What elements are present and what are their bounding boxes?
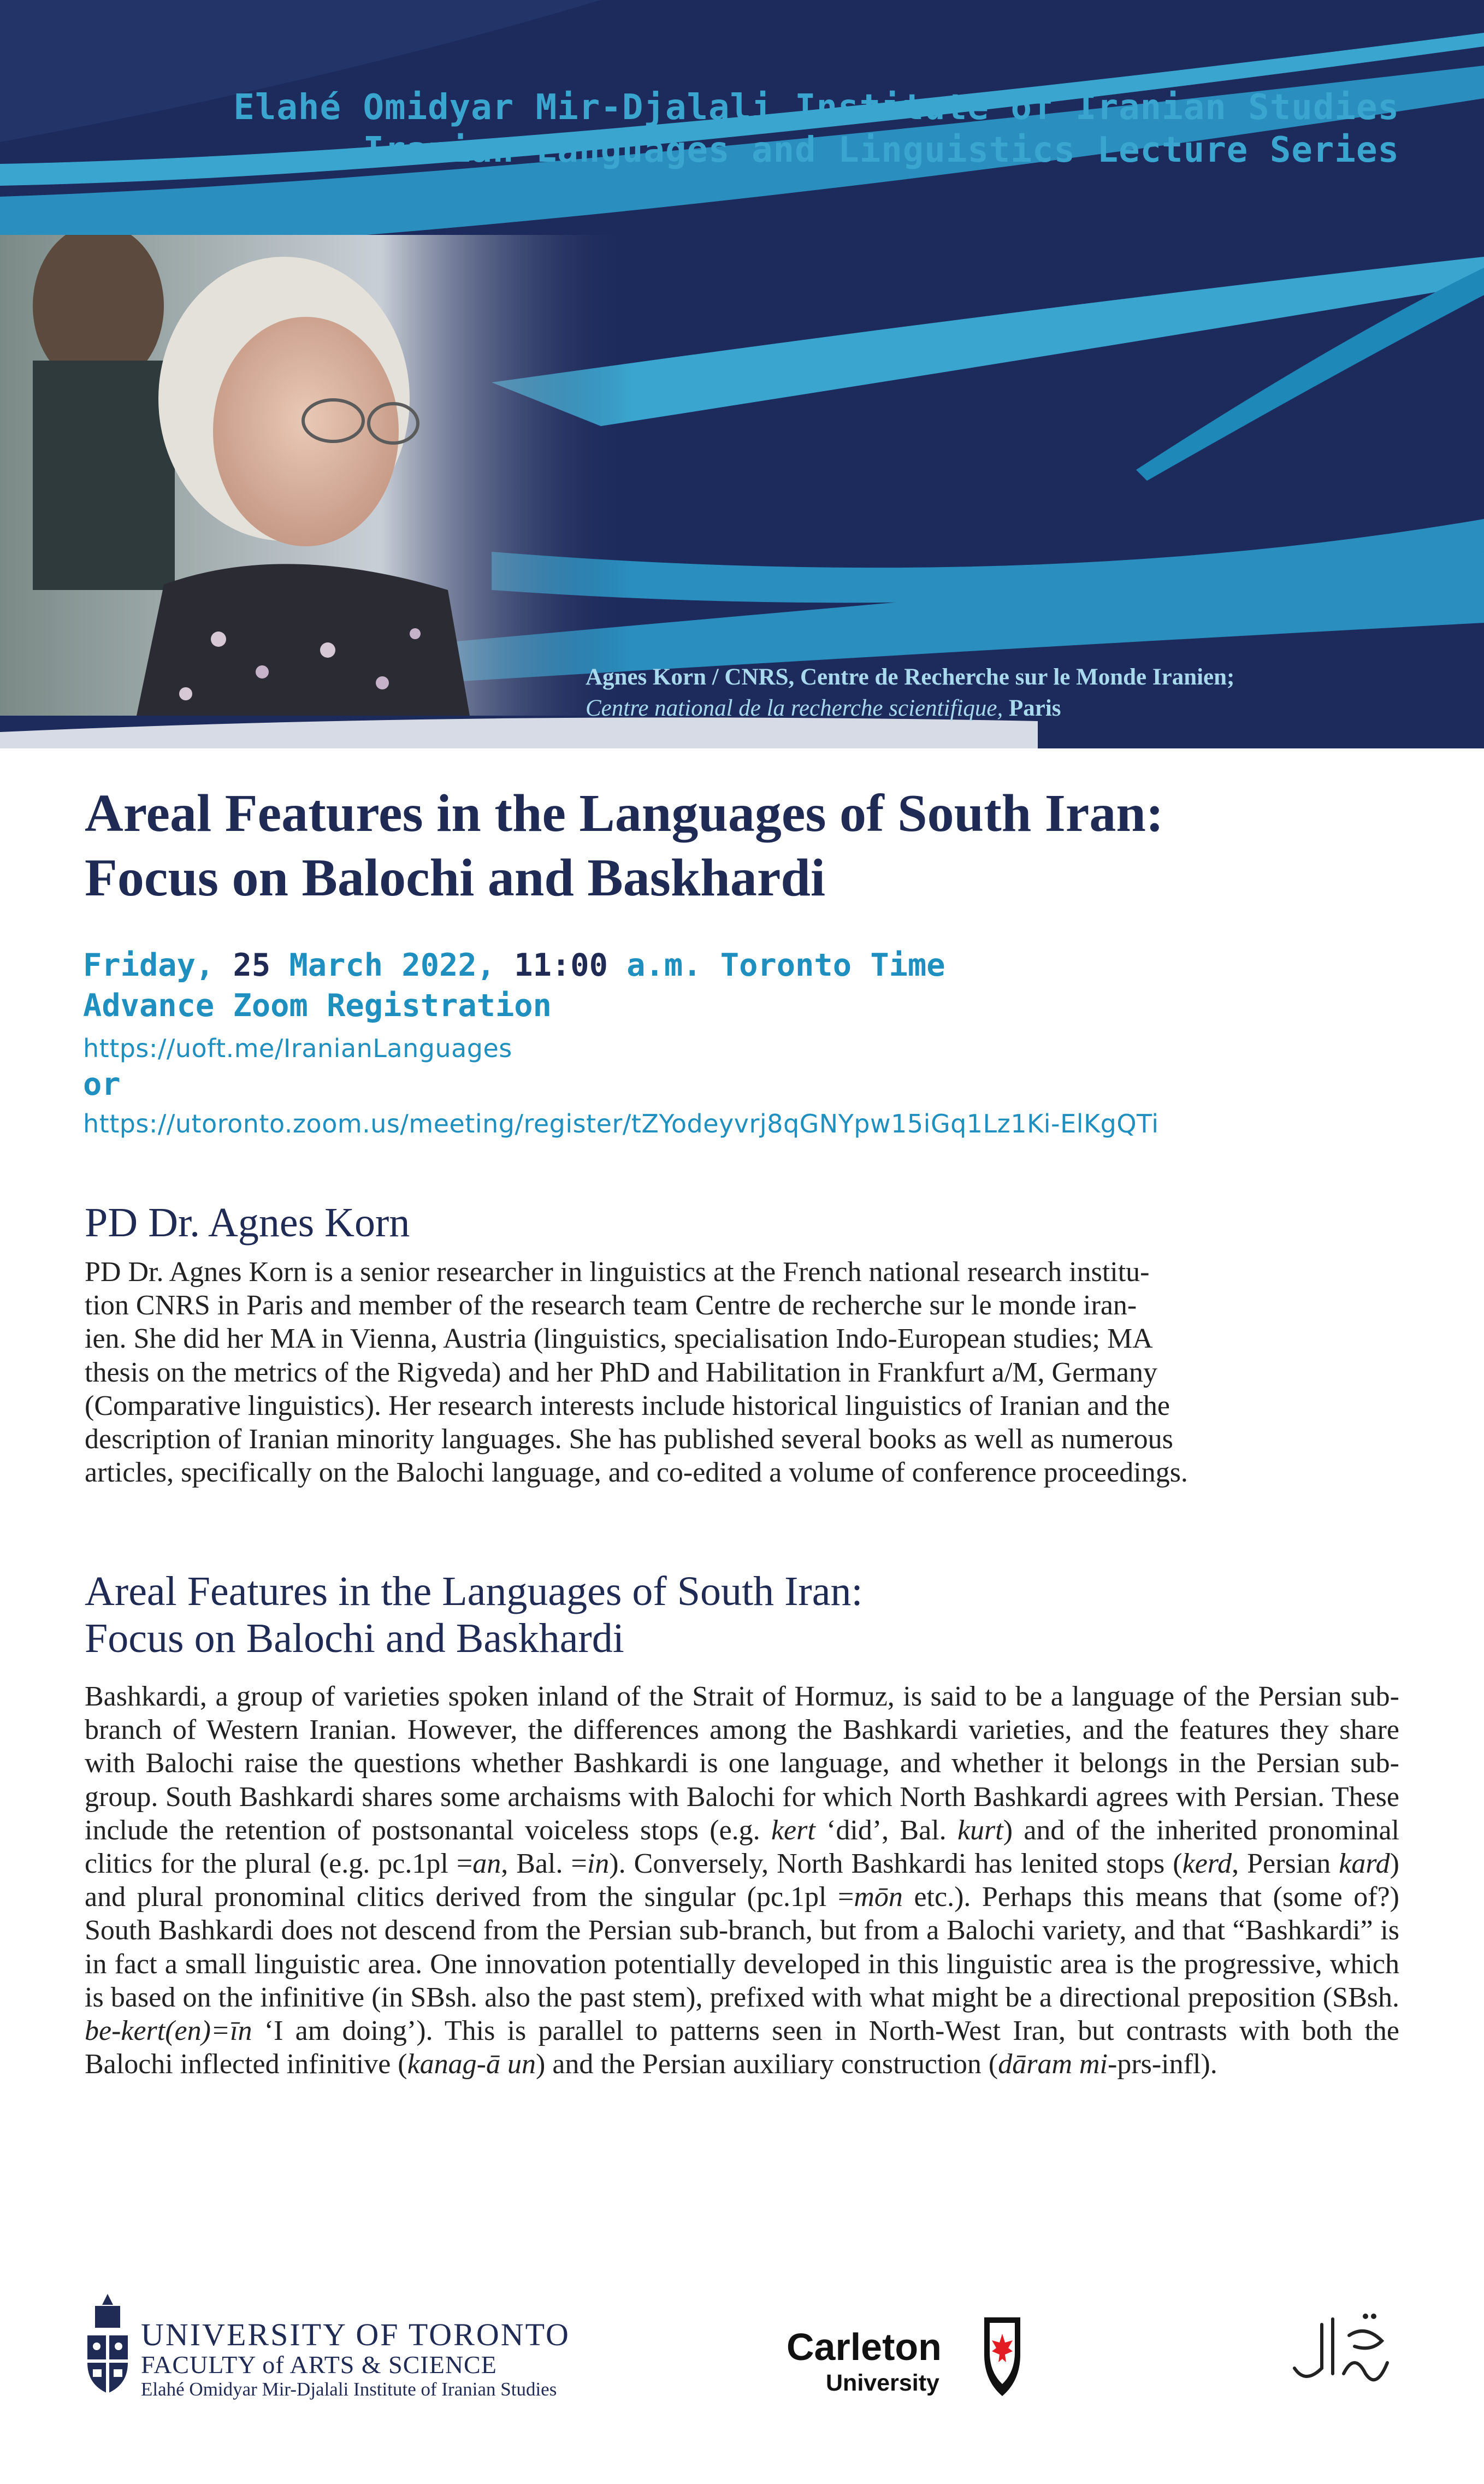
or-label: or (83, 1066, 121, 1102)
bio-line: description of Iranian minority languages. She has published several books as well as numerous (85, 1424, 1173, 1455)
bio-line: thesis on the metrics of the Rigveda) and her PhD and Habilitation in Frankfurt a/M, Germany (85, 1356, 1157, 1388)
lecture-title: Areal Features in the Languages of South Iran: Focus on Balochi and Baskhardi (85, 784, 1164, 907)
iranian-studies-logo (1289, 2303, 1398, 2401)
bio-line: (Comparative linguistics). Her research interests include historical linguistics of Iranian and the (85, 1390, 1170, 1421)
registration-link-short[interactable]: https://uoft.me/IranianLanguages (83, 1034, 512, 1063)
bio-line: articles, specifically on the Balochi language, and co-edited a volume of conference proceedings. (85, 1457, 1188, 1489)
series-name: Iranian Languages and Linguistics Lecture Series (363, 130, 1399, 170)
uoft-name: UNIVERSITY OF TORONTO (141, 2317, 570, 2352)
abstract-text: Bashkardi, a group of varieties spoken inland of the Strait of Hormuz, is said to be a language of the Persian sub-branch of Western Iranian. However, the differences among the Bashkardi varieties, and the features they share with Balochi raise the questions whether Bashkardi is one language, and whether it belongs in the Persian sub-group. South Bashkardi shares some archaisms with Balochi for which North Bashkardi agrees with Persian. These include the retention of postsonantal voiceless stops (e.g. kert ‘did’, Bal. kurt) and of the inherited pronominal clitics for the plural (e.g. pc.1pl =an, Bal. =in). Conversely, North Bashkardi has lenited stops (kerd, Persian kard) and plural pronominal clitics derived from the singular (pc.1pl =mōn etc.). Perhaps this means that (some of?) South Bashkardi does not descend from the Persian sub-branch, but from a Balochi variety, and that “Bashkardi” is in fact a small linguistic area. One innovation potentially developed in this linguistic area is the progressive, which is based on the infinitive (in SBsh. also the past stem), prefixed with what might be a directional preposition (SBsh. be-kert(en)=īn ‘I am doing’). This is parallel to patterns seen in North-West Iran, but contrasts with both the Balochi inflected infinitive (kanag-ā un) and the Persian auxiliary construction (dāram mi-prs-infl). (85, 1681, 1399, 2080)
registration-link-zoom[interactable]: https://utoronto.zoom.us/meeting/register/tZYodeyvrj8qGNYpw15iGq1Lz1Ki-ElKgQTi (83, 1109, 1159, 1138)
uoft-institute: Elahé Omidyar Mir-Djalali Institute of Iranian Studies (141, 2379, 557, 2400)
bio-line: ien. She did her MA in Vienna, Austria (linguistics, specialisation Indo-European studies; MA (85, 1323, 1153, 1355)
carleton-shield-icon (983, 2316, 1021, 2398)
registration-label: Advance Zoom Registration (83, 988, 552, 1024)
bio-text (85, 1255, 1399, 1489)
photo-caption-line2: Centre national de la recherche scientifique, Paris (586, 695, 1061, 721)
event-datetime: Friday, 25 March 2022, 11:00 a.m. Toronto Time (83, 947, 945, 983)
header-banner (0, 0, 1484, 748)
uoft-faculty: FACULTY of ARTS & SCIENCE (141, 2351, 497, 2379)
bio-line: tion CNRS in Paris and member of the research team Centre de recherche sur le monde iran- (85, 1290, 1137, 1321)
bio-heading: PD Dr. Agnes Korn (85, 1200, 410, 1246)
carleton-sub: University (826, 2370, 939, 2396)
uoft-crest-icon (83, 2292, 132, 2396)
institute-name: Elahé Omidyar Mir-Djalali Institute of Iranian Studies (233, 87, 1399, 128)
bio-line: PD Dr. Agnes Korn is a senior researcher in linguistics at the French national research institu- (85, 1256, 1150, 1288)
photo-caption-line1: Agnes Korn / CNRS, Centre de Recherche sur le Monde Iranien; (586, 664, 1235, 690)
carleton-name: Carleton (787, 2326, 942, 2368)
speaker-photo (0, 235, 634, 716)
abstract-heading: Areal Features in the Languages of South Iran: Focus on Balochi and Baskhardi (85, 1568, 863, 1661)
